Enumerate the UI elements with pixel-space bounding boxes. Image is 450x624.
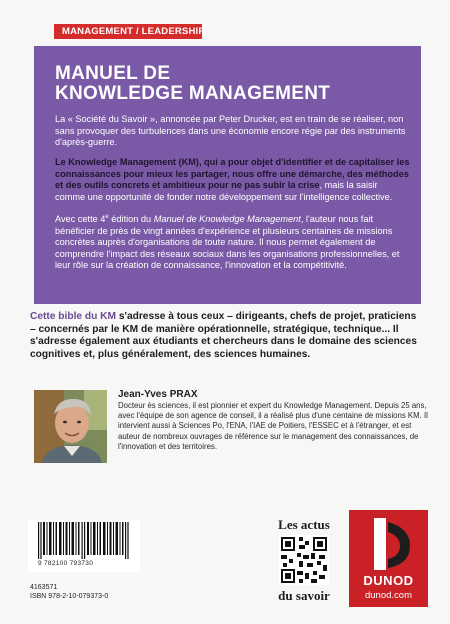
book-title: [55, 64, 415, 104]
edition-superscript: e: [105, 214, 109, 220]
audience-lead: Cette bible du KM: [30, 311, 117, 322]
author-portrait-image: [34, 390, 107, 463]
edition-paragraph: [55, 212, 410, 272]
book-title-line-2: KNOWLEDGE MANAGEMENT: [55, 83, 331, 104]
edition-text-rest: , l'auteur nous fait bénéficier de près de vingt années d'expérience et plusieurs centaines de missions concrètes auprès d'organisations de toute nature. Il nous permet également de comprendre l'impact des réseaux sociaux dans les organisations professionnelles, et leur rôle sur la création de connaissance, l'innovation et la compétitivité.: [55, 214, 400, 271]
book-title-line-1: MANUEL DE: [55, 63, 171, 84]
category-label: MANAGEMENT / LEADERSHIP: [62, 26, 205, 37]
edition-text-mid: édition du: [108, 214, 154, 225]
barcode-number: 9 782100 793730: [38, 560, 94, 567]
actus-label-top: Les actus: [278, 517, 330, 532]
actus-label-bottom: du savoir: [278, 588, 330, 603]
isbn: ISBN 978-2-10-079373-0: [30, 593, 109, 600]
edition-text-start: Avec cette 4: [55, 214, 106, 225]
author-name: Jean-Yves PRAX: [118, 389, 198, 400]
intro-paragraph: La « Société du Savoir », annoncée par Peter Drucker, est en train de se réaliser, non sans provoquer des turbulences dans une économie encore régie par des instruments d'après-guerre.: [55, 114, 406, 148]
product-code: 4163571: [30, 584, 58, 591]
km-paragraph: [55, 157, 410, 203]
barcode-image: [32, 522, 134, 559]
edition-book-name: Manuel de Knowledge Management: [153, 214, 301, 225]
audience-rest: s'adresse à tous ceux – dirigeants, chefs de projet, praticiens – concernés par le KM de manière opérationnelle, stratégique, technique... Il s'adresse également aux étudiants et chercheurs dans le domaine des sciences cognitives et, plus généralement, des sciences humaines.: [30, 311, 417, 360]
author-photo: [34, 390, 107, 463]
dunod-logo-icon: [364, 516, 414, 572]
publisher-name: DUNOD: [363, 573, 414, 588]
qr-code-icon[interactable]: [279, 535, 329, 585]
km-paragraph-rest: , mais la saisir comme une opportunité de fonder notre développement sur l'intelligence collective.: [55, 180, 393, 202]
publisher-url[interactable]: dunod.com: [364, 590, 412, 601]
audience-paragraph: [30, 311, 422, 361]
author-bio: Docteur ès sciences, il est pionnier et expert du Knowledge Management. Depuis 25 ans, avec l'équipe de son agence de conseil, il a réalisé plus d'une centaine de missions KM. Il intervient aussi à Sciences Po, l'ENA, l'IAE de Poitiers, l'ESSEC et à l'étranger, et est auteur de nombreux ouvrages de référence sur le management des connaissances, de l'innovation et des territoires.: [118, 401, 428, 451]
km-paragraph-highlight: Le Knowledge Management (KM), qui a pour objet d'identifier et de capitaliser les connaissances pour mieux les partager, nous offre une démarche, des méthodes et des outils concrets et ambitieux pour ne pas subir la crise: [55, 157, 410, 191]
